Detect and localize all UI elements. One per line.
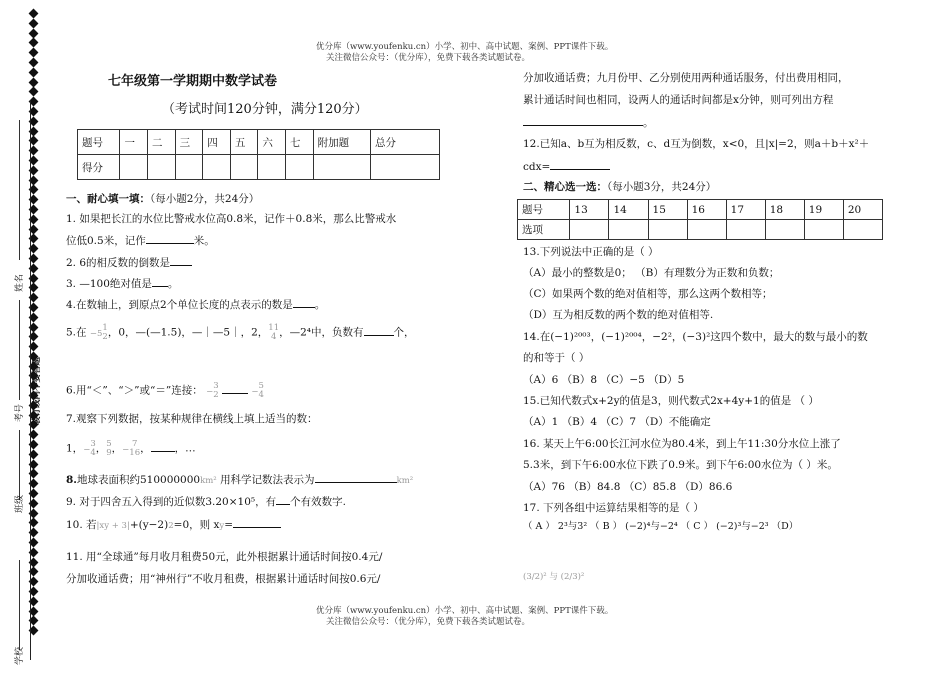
question-12-line-b — [523, 159, 610, 174]
choice-cell: 14 — [609, 200, 648, 220]
question-12-line-a: 12.已知a、b互为相反数，c、d互为倒数，x<0，且|x|=2，则a＋b＋x²＋ — [523, 138, 870, 150]
q3-text: 3. —100绝对值是 — [66, 278, 152, 290]
binding-diamond — [29, 58, 39, 68]
q5-frac2-den: 4 — [270, 332, 277, 342]
q10-blank[interactable] — [233, 517, 281, 528]
score-input-cell[interactable] — [258, 155, 286, 180]
score-input-cell[interactable] — [175, 155, 203, 180]
q5-frac1-den: 2 — [102, 332, 108, 342]
page-header-line-2: 关注微信公众号：（优分库），免费下载各类试题试卷。 — [326, 53, 531, 63]
score-cell: 一 — [120, 130, 148, 155]
page-footer-line-2: 关注微信公众号：（优分库），免费下载各类试题试卷。 — [326, 617, 531, 627]
q6-left-den: 2 — [213, 390, 219, 400]
question-11-line-a: 11. 用“全球通”每月收月租费50元，此外根据累计通话时间按0.4元/ — [66, 551, 383, 563]
choice-input-cell[interactable] — [687, 220, 726, 240]
section1-title: 一、耐心填一填： — [66, 193, 150, 205]
choice-input-cell[interactable] — [804, 220, 843, 240]
q5-blank[interactable] — [364, 325, 394, 336]
question-1-line-b — [66, 233, 215, 248]
section2-heading — [523, 180, 716, 194]
q6-text: 6.用“＜”、“＞”或“＝”连接： — [66, 384, 203, 397]
q7-comma-1: ， — [95, 442, 107, 455]
question-16-line-b: 5.3米，到下午6:00水位下跌了0.9米。到下午6:00水位为（ ）米。 — [523, 459, 838, 471]
q9-blank[interactable] — [276, 494, 290, 505]
q10-mid: +(y−2) — [129, 519, 169, 531]
score-table — [77, 129, 440, 180]
q3-end: 。 — [167, 278, 179, 290]
choice-input-cell[interactable] — [570, 220, 609, 240]
q9-end: 个有效数字. — [290, 496, 346, 508]
question-14-options: （A）6 （B）8 （C）−5 （D）5 — [523, 374, 685, 386]
binding-diamond — [29, 38, 39, 48]
question-14-line-b: 的和等于（ ） — [523, 352, 590, 364]
q10-eq: =0，则 — [173, 519, 211, 531]
binding-warning: 装订线内不要答题 — [32, 356, 42, 425]
page-header-line-1: 优分库（www.youfenku.cn）小学、初中、高中试题、案例、PPT课件下载。 — [316, 42, 614, 52]
score-input-cell[interactable] — [148, 155, 176, 180]
question-3 — [66, 276, 178, 291]
q4-blank[interactable] — [293, 297, 315, 308]
choice-input-cell[interactable] — [765, 220, 804, 240]
q10-pre: 10. 若 — [66, 519, 97, 531]
score-input-cell[interactable] — [120, 155, 148, 180]
choice-cell: 15 — [648, 200, 687, 220]
q7-seq-1: 1， — [66, 442, 84, 455]
choice-cell: 20 — [843, 200, 882, 220]
question-13-option-c: （C）如果两个数的绝对值相等，那么这两个数相等； — [523, 288, 773, 300]
choice-cell: 16 — [687, 200, 726, 220]
choice-input-cell[interactable] — [648, 220, 687, 240]
choice-row-label: 选项 — [518, 220, 570, 240]
binding-diamond — [29, 77, 39, 87]
q6-fraction-right: −5 4 — [251, 381, 264, 400]
binding-diamond — [29, 28, 39, 38]
q5-frac1-whole: 5 — [97, 328, 103, 339]
question-2 — [66, 255, 192, 270]
question-11-line-b: 分加收通话费；用“神州行”不收月租费，根据累计通话时间按0.6元/ — [66, 573, 381, 585]
q7-end: ，… — [174, 442, 196, 455]
q9-text: 9. 对于四舍五入得到的近似数3.20×10⁵，有 — [66, 496, 277, 508]
score-table-score-row — [78, 155, 440, 180]
q8-number: 8. — [66, 474, 77, 486]
question-6 — [66, 382, 264, 400]
page-footer-line-1: 优分库（www.youfenku.cn）小学、初中、高中试题、案例、PPT课件下载。 — [316, 606, 614, 616]
score-table-header-row — [78, 130, 440, 155]
q2-text: 2. 6的相反数的倒数是 — [66, 257, 171, 269]
q7-c-den: 16 — [129, 448, 141, 458]
q1-text: 位低0.5米，记作 — [66, 235, 146, 247]
question-13-option-ab: （A）最小的整数是0； （B）有理数分为正数和负数； — [523, 267, 780, 279]
q11-blank[interactable] — [523, 115, 643, 126]
binding-diamond — [29, 87, 39, 97]
q12-blank[interactable] — [550, 159, 610, 170]
q7-c-num: 7 — [131, 439, 138, 449]
section2-title: 二、精心选一选： — [523, 181, 607, 193]
binding-diamond — [29, 18, 39, 28]
choice-cell: 13 — [570, 200, 609, 220]
q7-b-num: 5 — [106, 439, 112, 449]
q6-fraction-left: −3 2 — [206, 381, 219, 400]
question-17: 17. 下列各组中运算结果相等的是（ ） — [523, 502, 704, 514]
score-row-label: 得分 — [78, 155, 120, 180]
q8-unit: km² — [200, 476, 217, 486]
question-7-sequence: 1，−3 4，5 9，−7 16， ，… — [66, 439, 196, 458]
q10-sub: y — [219, 521, 225, 531]
score-input-cell[interactable] — [286, 155, 314, 180]
exam-title: 七年级第一学期期中数学试卷 — [108, 74, 278, 89]
q7-a-den: 4 — [90, 448, 96, 458]
q10-abs: |xy + 3| — [96, 521, 130, 531]
question-17-option-d-expression: (3/2)² 与 (2/3)² — [523, 572, 585, 582]
section1-note: （每小题2分，共24分） — [150, 193, 260, 205]
question-9 — [66, 494, 346, 509]
score-cell: 四 — [203, 130, 231, 155]
section1-heading — [66, 192, 259, 206]
score-input-cell[interactable] — [230, 155, 258, 180]
question-11-line-c: 分加收通话费；九月份甲、乙分别使用两种通话服务，付出费用相同， — [523, 72, 849, 84]
question-13-option-d: （D）互为相反数的两个数的绝对值相等. — [523, 309, 714, 321]
score-cell: 六 — [258, 130, 286, 155]
q7-frac-a: −3 4 — [83, 439, 96, 458]
binding-diamond — [29, 67, 39, 77]
question-17-options: （ A ） 2³与3² （ B ） (−2)⁴与−2⁴ （ C ） (−2)³与−2³ （D） — [523, 521, 799, 532]
q5-end: 个， — [393, 326, 415, 339]
q5-mid: ，0，—(—1.5)，—｜—5｜，2， — [107, 326, 269, 339]
question-15: 15.已知代数式x+2y的值是3，则代数式2x+4y+1的值是 （ ） — [523, 395, 819, 407]
score-cell: 题号 — [78, 130, 120, 155]
q1-blank[interactable] — [146, 233, 194, 244]
q5-fraction-2 — [268, 323, 280, 342]
q3-blank[interactable] — [152, 276, 168, 287]
q8-mid: 用科学记数法表示为 — [220, 474, 315, 486]
question-16-line-a: 16. 某天上午6:00长江河水位为80.4米，到上午11:30分水位上涨了 — [523, 438, 841, 450]
score-cell: 附加题 — [313, 130, 370, 155]
choice-input-cell[interactable] — [726, 220, 765, 240]
school-line — [19, 560, 20, 650]
q12-text: cdx= — [523, 161, 551, 173]
name-label: 姓名 — [15, 273, 25, 292]
q4-end: 。 — [314, 299, 326, 311]
exam-subtitle: （考试时间120分钟，满分120分） — [162, 102, 368, 117]
q5-tail: ，—2⁴中，负数有 — [279, 326, 364, 339]
section2-note: （每小题3分，共24分） — [607, 181, 717, 193]
q2-blank[interactable] — [170, 255, 192, 266]
question-8 — [66, 472, 413, 488]
score-input-cell[interactable] — [203, 155, 231, 180]
score-cell: 总分 — [371, 130, 440, 155]
q7-b-den: 9 — [106, 448, 112, 458]
q5-pre: 5.在 — [66, 326, 87, 339]
question-11-line-e — [523, 115, 654, 130]
q5-frac2-num: 11 — [268, 323, 280, 333]
question-13: 13.下列说法中正确的是（ ） — [523, 246, 659, 258]
binding-diamond — [29, 9, 39, 19]
q7-comma-2: ， — [111, 442, 123, 455]
q8-text: 地球表面积约510000000 — [76, 474, 201, 486]
class-line — [19, 430, 20, 500]
class-label: 班级 — [15, 494, 25, 513]
question-16-options: （A）76 （B）84.8 （C）85.8 （D）86.6 — [523, 481, 733, 493]
q4-text: 4.在数轴上，到原点2个单位长度的点表示的数是 — [66, 299, 293, 311]
question-15-options: （A）1 （B）4 （C）7 （D）不能确定 — [523, 416, 711, 428]
q1-end: 米。 — [193, 235, 215, 247]
score-input-cell[interactable] — [371, 155, 440, 180]
q8-blank[interactable] — [315, 472, 397, 483]
score-cell: 七 — [286, 130, 314, 155]
question-1-line-a: 1. 如果把长江的水位比警戒水位高0.8米，记作＋0.8米，那么比警戒水 — [66, 213, 397, 225]
choice-table-header-row — [518, 200, 883, 220]
q7-blank[interactable] — [151, 441, 175, 452]
q10-power: 2 — [168, 521, 174, 531]
binding-diamond — [29, 48, 39, 58]
score-input-cell[interactable] — [313, 155, 370, 180]
q7-a-num: 3 — [90, 439, 96, 449]
q5-frac1-num: 1 — [102, 323, 108, 333]
choice-cell: 18 — [765, 200, 804, 220]
question-10 — [66, 517, 281, 533]
q6-right-den: 4 — [258, 390, 264, 400]
choice-cell: 17 — [726, 200, 765, 220]
score-cell: 三 — [175, 130, 203, 155]
question-11-line-d: 累计通话时间也相同，设两人的通话时间都是x分钟，则可列出方程 — [523, 94, 834, 106]
exam-no-line — [19, 300, 20, 400]
choice-cell: 题号 — [518, 200, 570, 220]
score-cell: 五 — [230, 130, 258, 155]
question-5 — [66, 324, 415, 342]
choice-input-cell[interactable] — [609, 220, 648, 240]
school-label: 学校 — [15, 646, 25, 665]
choice-input-cell[interactable] — [843, 220, 882, 240]
question-4 — [66, 297, 325, 312]
choice-table-answer-row — [518, 220, 883, 240]
choice-cell: 19 — [804, 200, 843, 220]
q10-var: x — [213, 519, 220, 531]
exam-no-label: 考号 — [15, 403, 25, 422]
q6-right-num: 5 — [258, 381, 264, 391]
q8-unit-2: km² — [396, 476, 414, 486]
question-7: 7.观察下列数据，按某种规律在横线上填上适当的数： — [66, 413, 318, 425]
q10-end: = — [224, 519, 234, 531]
q6-left-num: 3 — [213, 381, 219, 391]
question-14-line-a: 14.在(−1)²⁰⁰³，(−1)²⁰⁰⁴，−2²，(−3)²这四个数中，最大的数与最小的数 — [523, 331, 868, 343]
q6-blank[interactable] — [222, 383, 248, 394]
q5-fraction-1: −51 2 — [89, 323, 108, 342]
name-line — [19, 120, 20, 260]
q11-end: 。 — [643, 117, 654, 129]
choice-table — [517, 199, 883, 240]
q7-frac-c: −7 16 — [122, 439, 141, 458]
score-cell: 二 — [148, 130, 176, 155]
